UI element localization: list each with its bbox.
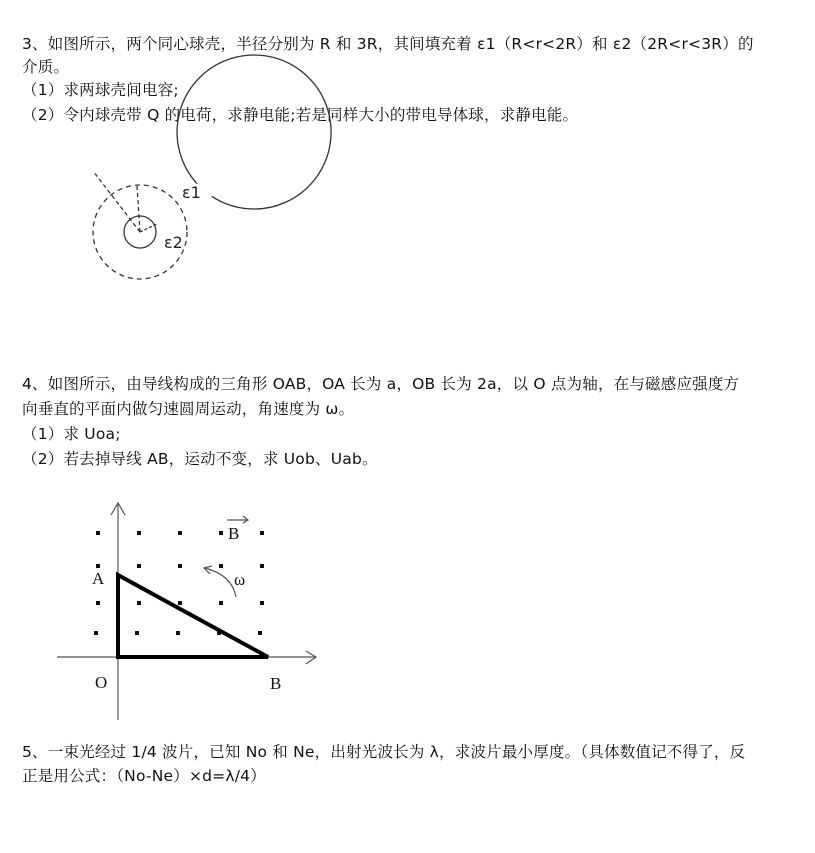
q4-text-line2: 向垂直的平面内做匀速圆周运动，角速度为 ω。 — [22, 400, 355, 418]
label-o: O — [95, 673, 108, 692]
label-a: A — [92, 569, 105, 588]
q3-text-line2: 介质。 — [22, 58, 70, 76]
q5-text-line2: 正是用公式：（No-Ne）×d=λ/4） — [22, 767, 266, 785]
radius-middle-dashed — [137, 186, 140, 232]
omega-rotation-arrow — [205, 568, 236, 597]
q4-text-line1: 4、如图所示，由导线构成的三角形 OAB，OA 长为 a，OB 长为 2a，以 O 点为轴，在与磁感应强度方 — [22, 375, 740, 393]
radius-outer-dashed — [93, 171, 140, 232]
q3-part2: （2）令内球壳带 Q 的电荷，求静电能;若是同样大小的带电导体球，求静电能。 — [22, 106, 579, 124]
q4-part1: （1）求 Uoa; — [22, 425, 121, 443]
label-eps1: ε1 — [182, 183, 201, 202]
label-omega: ω — [234, 570, 246, 589]
label-b: B — [270, 674, 282, 693]
triangle-oab — [118, 575, 268, 657]
q5-text-line1: 5、一束光经过 1/4 波片，已知 No 和 Ne，出射光波长为 λ，求波片最小厚度。（具体数值记不得了，反 — [22, 743, 746, 761]
concentric-spheres-figure — [93, 55, 331, 279]
q4-part2: （2）若去掉导线 AB，运动不变，求 Uob、Uab。 — [22, 450, 378, 468]
q3-part1: （1）求两球壳间电容; — [22, 81, 179, 99]
q3-text-line1: 3、如图所示，两个同心球壳，半径分别为 R 和 3R，其间填充着 ε1（R<r<2R）和 ε2（2R<r<3R）的 — [22, 35, 754, 53]
label-b-vector: B — [228, 524, 240, 543]
radius-inner-dashed — [140, 224, 157, 232]
label-eps2: ε2 — [164, 233, 183, 252]
